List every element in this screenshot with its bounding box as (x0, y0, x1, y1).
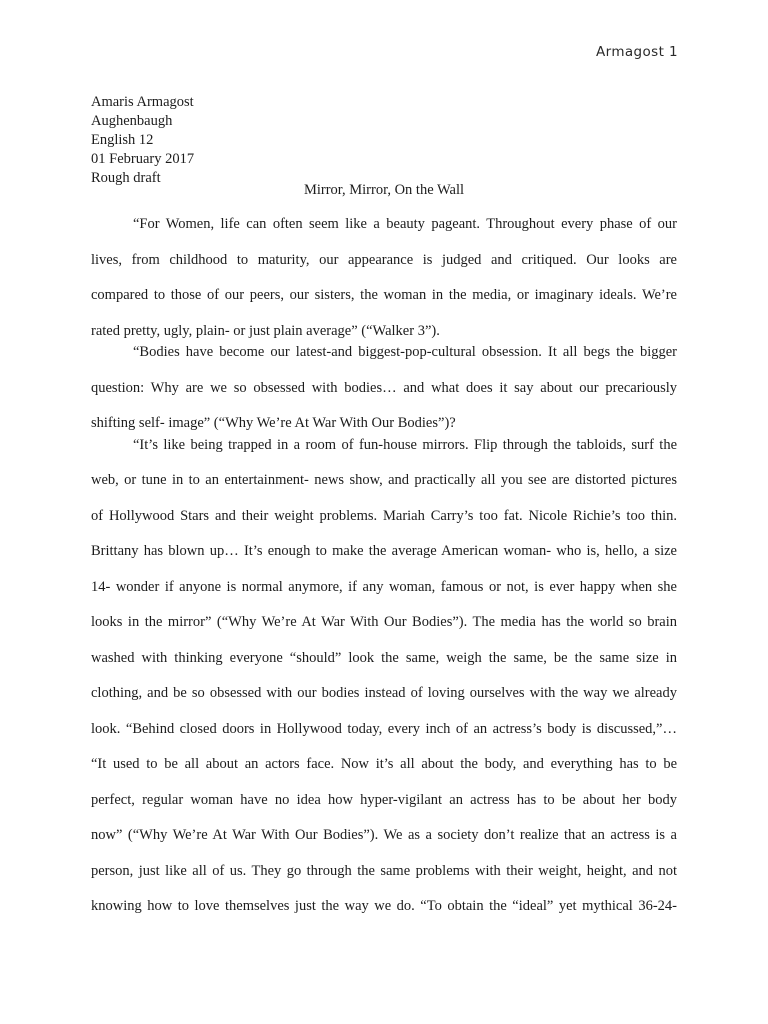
paragraph-1 (91, 215, 677, 341)
paragraph-line: “It used to be all about an actors face. Now it’s all about the body, and everything has to be (91, 756, 677, 772)
paragraph-line: web, or tune in to an entertainment- news show, and practically all you see are distorted pictures (91, 472, 677, 488)
date-line: 01 February 2017 (91, 151, 195, 167)
course-name: English 12 (91, 132, 154, 148)
paragraph-line: clothing, and be so obsessed with our bodies instead of loving ourselves with the way we already (91, 685, 677, 701)
paragraph-line: perfect, regular woman have no idea how hyper-vigilant an actress has to be about her body (91, 791, 677, 808)
running-header: Armagost 1 (595, 44, 678, 60)
paragraph-line: knowing how to love themselves just the way we do. “To obtain the “ideal” yet mythical 36-24- (91, 898, 677, 914)
paragraph-line: “For Women, life can often seem like a beauty pageant. Throughout every phase of our (133, 216, 677, 232)
paragraph-line: rated pretty, ugly, plain- or just plain average” (“Walker 3”). (91, 322, 440, 339)
paragraph-2 (91, 343, 677, 433)
essay-title: Mirror, Mirror, On the Wall (303, 182, 465, 198)
paragraph-line: now” (“Why We’re At War With Our Bodies”). We as a society don’t realize that an actress is a (91, 827, 677, 843)
paragraph-line: question: Why are we so obsessed with bodies… and what does it say about our precariously (91, 379, 677, 396)
paragraph-line: lives, from childhood to maturity, our appearance is judged and critiqued. Our looks are (91, 251, 677, 268)
essay-body (91, 215, 677, 916)
paragraph-line: of Hollywood Stars and their weight problems. Mariah Carry’s too fat. Nicole Richie’s too thin. (91, 507, 677, 524)
paragraph-line: Brittany has blown up… It’s enough to make the average American woman- who is, hello, a size (91, 543, 677, 559)
paragraph-line: “It’s like being trapped in a room of fun-house mirrors. Flip through the tabloids, surf the (133, 436, 677, 453)
paragraph-3 (91, 436, 677, 917)
paragraph-line: look. “Behind closed doors in Hollywood today, every inch of an actress’s body is discussed,”… (91, 720, 677, 737)
paragraph-line: looks in the mirror” (“Why We’re At War With Our Bodies”). The media has the world so brain (91, 614, 677, 630)
paragraph-line: compared to those of our peers, our sisters, the woman in the media, or imaginary ideals. We’re (91, 287, 677, 303)
draft-label: Rough draft (91, 170, 161, 186)
paragraph-line: washed with thinking everyone “should” look the same, weigh the same, be the same size in (91, 649, 677, 666)
paragraph-line: shifting self- image” (“Why We’re At War With Our Bodies”)? (91, 415, 456, 431)
paragraph-line: “Bodies have become our latest-and biggest-pop-cultural obsession. It all begs the bigger (133, 344, 677, 360)
mla-heading (91, 93, 194, 188)
paragraph-line: 14- wonder if anyone is normal anymore, if any woman, famous or not, is ever happy when she (91, 578, 677, 595)
teacher-name: Aughenbaugh (91, 113, 173, 129)
paragraph-line: person, just like all of us. They go through the same problems with their weight, height, and not (91, 862, 677, 879)
student-name: Amaris Armagost (91, 94, 194, 110)
